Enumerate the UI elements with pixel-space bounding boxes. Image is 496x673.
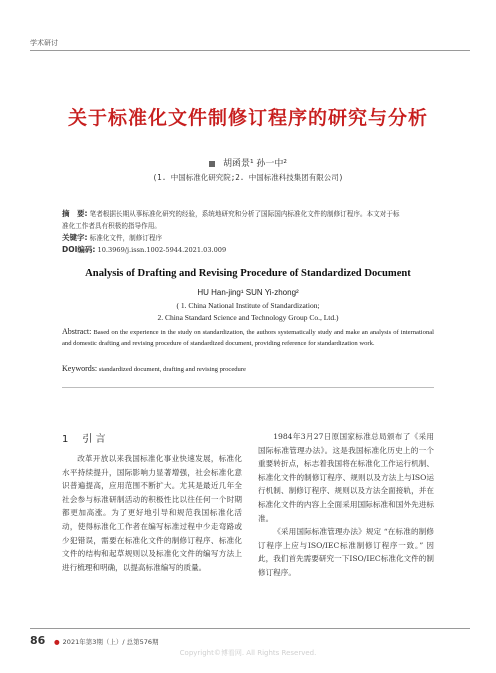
english-title: Analysis of Drafting and Revising Procedure of Standardized Document	[85, 268, 411, 279]
abstract-cn-block	[62, 208, 434, 256]
abstract-cn-line2: 准化工作者具有积极的指导作用。	[62, 222, 161, 230]
body-paragraph: 1984年3月27日原国家标准总局颁布了《采用国际标准管理办法》。这是我国标准化历史上的一个重要转折点，标志着我国将在标准化工作运行机制、标准化文件的制修订程序、规则以及方法上与ISO运行机制、制修订程序、规则以及方法全面接轨，并在标准化文件的内容上全面采用国际标准和国外先进标准。	[258, 432, 434, 523]
doi	[62, 244, 434, 256]
english-keywords-text: standardized document, drafting and revising procedure	[98, 366, 246, 373]
authors-cn	[0, 156, 496, 169]
body-paragraph: 改革开放以来我国标准化事业快速发展，标准化水平持续提升，国际影响力显著增强，社会标准化意识普遍提高，应用范围不断扩大。尤其是最近几年全社会参与标准研制活动的积极性比以往任何一个时期都更加高涨。为了更好地引导和规范我国标准化活动，使得标准化工作者在编写标准过程中少走弯路或少犯错误，需要在标准化文件的制修订程序、标准化文件的结构和起草规则以及标准化文件的编写方法上进行梳理和明确，以提高标准编写的质量。	[62, 454, 242, 572]
abstract-cn-line1: 笔者根据长期从事标准化研究的经验，系统地研究和分析了国际国内标准化文件的制修订程序。本文对于标	[89, 210, 400, 218]
keywords-cn-label: 关键字:	[62, 233, 88, 242]
copyright-watermark: Copyright©博看网. All Rights Reserved.	[179, 649, 317, 657]
english-abstract-label: Abstract:	[62, 327, 92, 336]
section-1-heading	[62, 430, 106, 445]
body-right-column	[258, 430, 434, 580]
keywords-cn-text: 标准化文件，制修订程序	[89, 234, 163, 242]
english-affiliation-1: ( 1. China National Institute of Standardization;	[176, 301, 320, 310]
affiliation-cn: (1. 中国标准化研究院;2. 中国标准科技集团有限公司)	[152, 173, 344, 182]
keywords-cn	[62, 232, 434, 244]
issue-text: 2021年第3期（上）/ 总第576期	[62, 638, 159, 646]
abstract-divider	[62, 387, 434, 388]
section-1-number: 1	[62, 434, 69, 445]
english-abstract	[62, 326, 434, 349]
english-keywords	[62, 364, 434, 373]
abstract-cn-row1	[62, 208, 434, 220]
square-bullet-icon	[209, 161, 215, 167]
body-left-column	[62, 452, 242, 574]
article-title: 关于标准化文件制修订程序的研究与分析	[67, 107, 428, 129]
page-number: 86	[30, 634, 46, 647]
section-tag: 学术研讨	[30, 39, 58, 47]
doi-text: 10.3969/j.issn.1002-5944.2021.03.009	[97, 246, 227, 254]
body-paragraph: 《采用国际标准管理办法》规定 “在标准的制修订程序上应与ISO/IEC标准制修订程序一致。” 因此，我们首先需要研究一下ISO/IEC标准化文件的制修订程序。	[258, 527, 434, 577]
issue-info	[54, 637, 159, 646]
abstract-cn-label: 摘 要:	[62, 209, 88, 218]
english-affiliation-2: 2. China Standard Science and Technology Group Co., Ltd.)	[157, 313, 339, 322]
authors-cn-text: 胡函景¹ 孙一中²	[222, 159, 288, 169]
bullet-dot-icon: ●	[54, 638, 60, 646]
doi-label: DOI编码:	[62, 245, 96, 254]
top-rule	[30, 50, 470, 51]
section-1-title: 引 言	[82, 434, 106, 445]
english-abstract-text: Based on the experience in the study on standardization, the authors systematically study and make an analysis of international and domestic drafting and revising procedure of standardized document, providing reference for standardization work.	[62, 329, 434, 347]
english-authors: HU Han-jing¹ SUN Yi-zhong²	[197, 288, 299, 297]
footer-rule	[30, 628, 470, 629]
english-keywords-label: Keywords:	[62, 364, 98, 373]
